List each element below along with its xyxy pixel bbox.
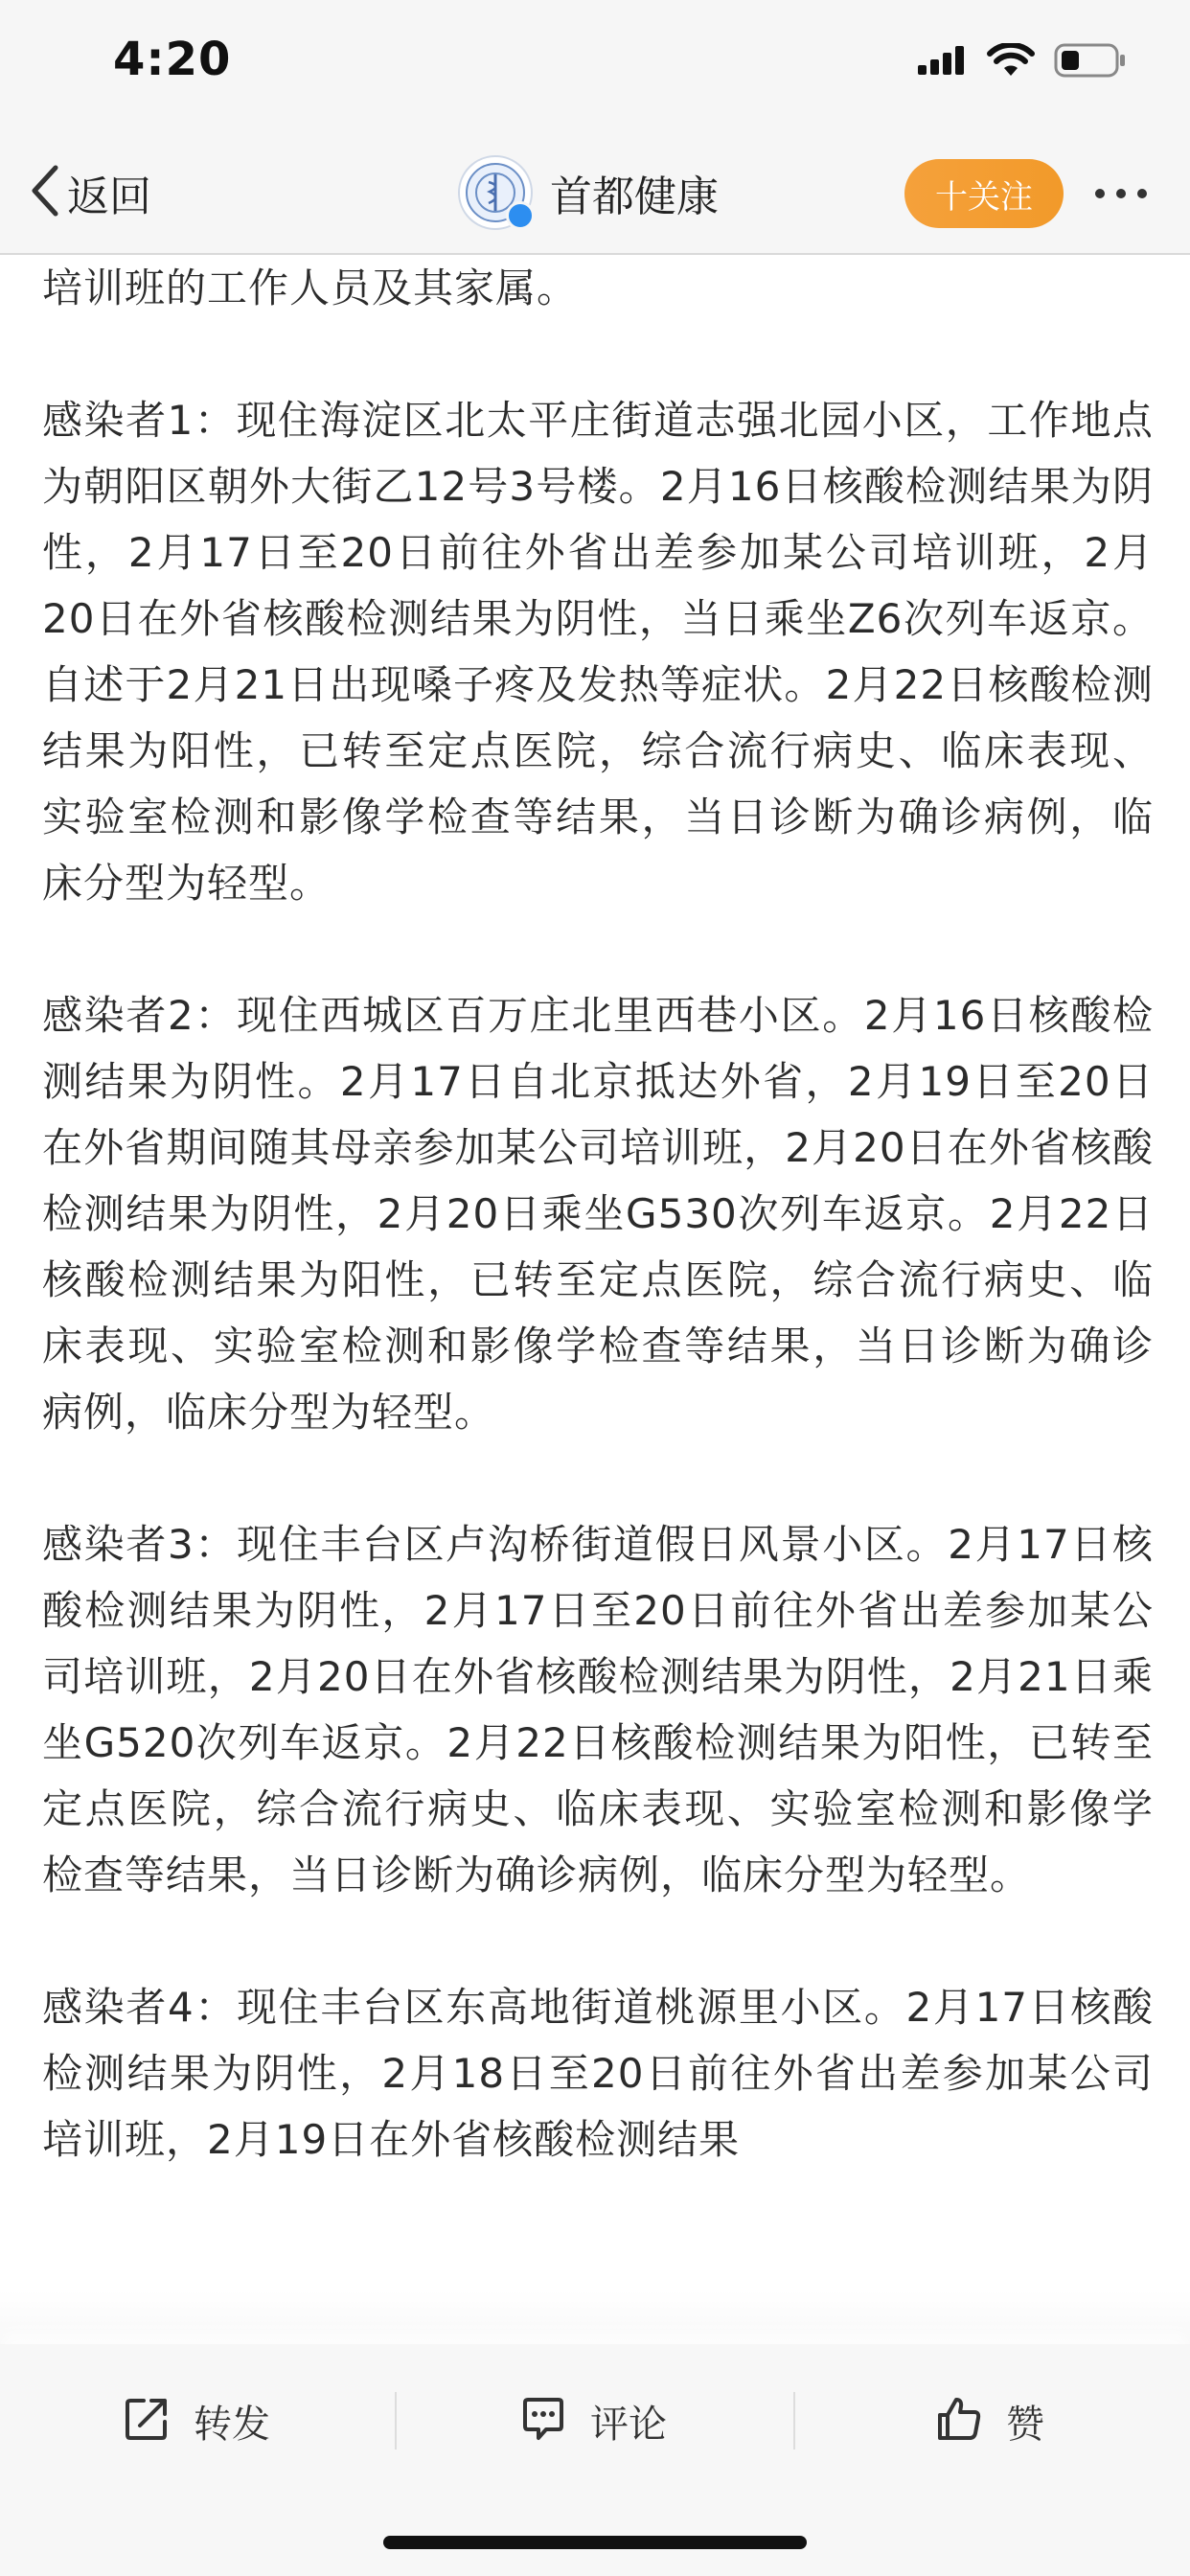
article-content [0, 255, 1190, 2344]
follow-button[interactable]: 十关注 [904, 159, 1064, 228]
status-icons [916, 42, 1127, 82]
article-paragraph: 感染者2：现住西城区百万庄北里西巷小区。2月16日核酸检测结果为阴性。2月17日自北京抵达外省，2月19日至20日在外省期间随其母亲参加某公司培训班，2月20日在外省核酸检测结果为阴性，2月20日乘坐G530次列车返京。2月22日核酸检测结果为阳性，已转至定点医院，综合流行病史、临床表现、实验室检测和影像学检查等结果，当日诊断为确诊病例，临床分型为轻型。 [42, 992, 1154, 1436]
more-options-icon[interactable] [1083, 172, 1159, 215]
avatar[interactable] [458, 155, 533, 230]
account-header[interactable] [458, 155, 719, 230]
article-paragraph: 感染者3：现住丰台区卢沟桥街道假日风景小区。2月17日核酸检测结果为阴性，2月17日至20日前往外省出差参加某公司培训班，2月20日在外省核酸检测结果为阴性，2月21日乘坐G520次列车返京。2月22日核酸检测结果为阳性，已转至定点医院，综合流行病史、临床表现、实验室检测和影像学检查等结果，当日诊断为确诊病例，临床分型为轻型。 [42, 1521, 1154, 1898]
nav-bar [0, 134, 1190, 255]
comment-label: 评论 [590, 2402, 667, 2447]
comment-icon [519, 2395, 567, 2447]
verified-badge-icon [506, 201, 535, 230]
status-bar [0, 0, 1190, 134]
comment-button[interactable] [519, 2392, 667, 2450]
forward-button[interactable] [123, 2392, 270, 2450]
back-button[interactable] [29, 159, 151, 226]
battery-icon [1054, 42, 1127, 82]
thumbs-up-icon [935, 2395, 983, 2447]
back-label: 返回 [67, 172, 151, 221]
share-icon [123, 2395, 171, 2447]
article-paragraph: 感染者1：现住海淀区北太平庄街道志强北园小区，工作地点为朝阳区朝外大街乙12号3号楼。2月16日核酸检测结果为阴性，2月17日至20日前往外省出差参加某公司培训班，2月20日在外省核酸检测结果为阴性，当日乘坐Z6次列车返京。自述于2月21日出现嗓子疼及发热等症状。2月22日核酸检测结果为阳性，已转至定点医院，综合流行病史、临床表现、实验室检测和影像学检查等结果，当日诊断为确诊病例，临床分型为轻型。 [42, 397, 1154, 907]
wifi-icon [987, 43, 1035, 81]
account-name: 首都健康 [550, 172, 719, 221]
status-time: 4:20 [113, 33, 232, 86]
chevron-left-icon [29, 162, 61, 223]
toolbar-divider [793, 2392, 795, 2450]
home-indicator[interactable] [383, 2536, 807, 2549]
cellular-signal-icon [916, 44, 968, 80]
article-paragraph: 感染者4：现住丰台区东高地街道桃源里小区。2月17日核酸检测结果为阴性，2月18日至20日前往外省出差参加某公司培训班，2月19日在外省核酸检测结果 [42, 1984, 1154, 2163]
forward-label: 转发 [194, 2402, 270, 2447]
like-button[interactable] [935, 2392, 1044, 2450]
toolbar-divider [395, 2392, 397, 2450]
like-label: 赞 [1006, 2402, 1044, 2447]
article-paragraph: 培训班的工作人员及其家属。 [42, 264, 579, 311]
toolbar-fade [0, 2290, 1190, 2348]
article-body [42, 255, 1154, 2239]
